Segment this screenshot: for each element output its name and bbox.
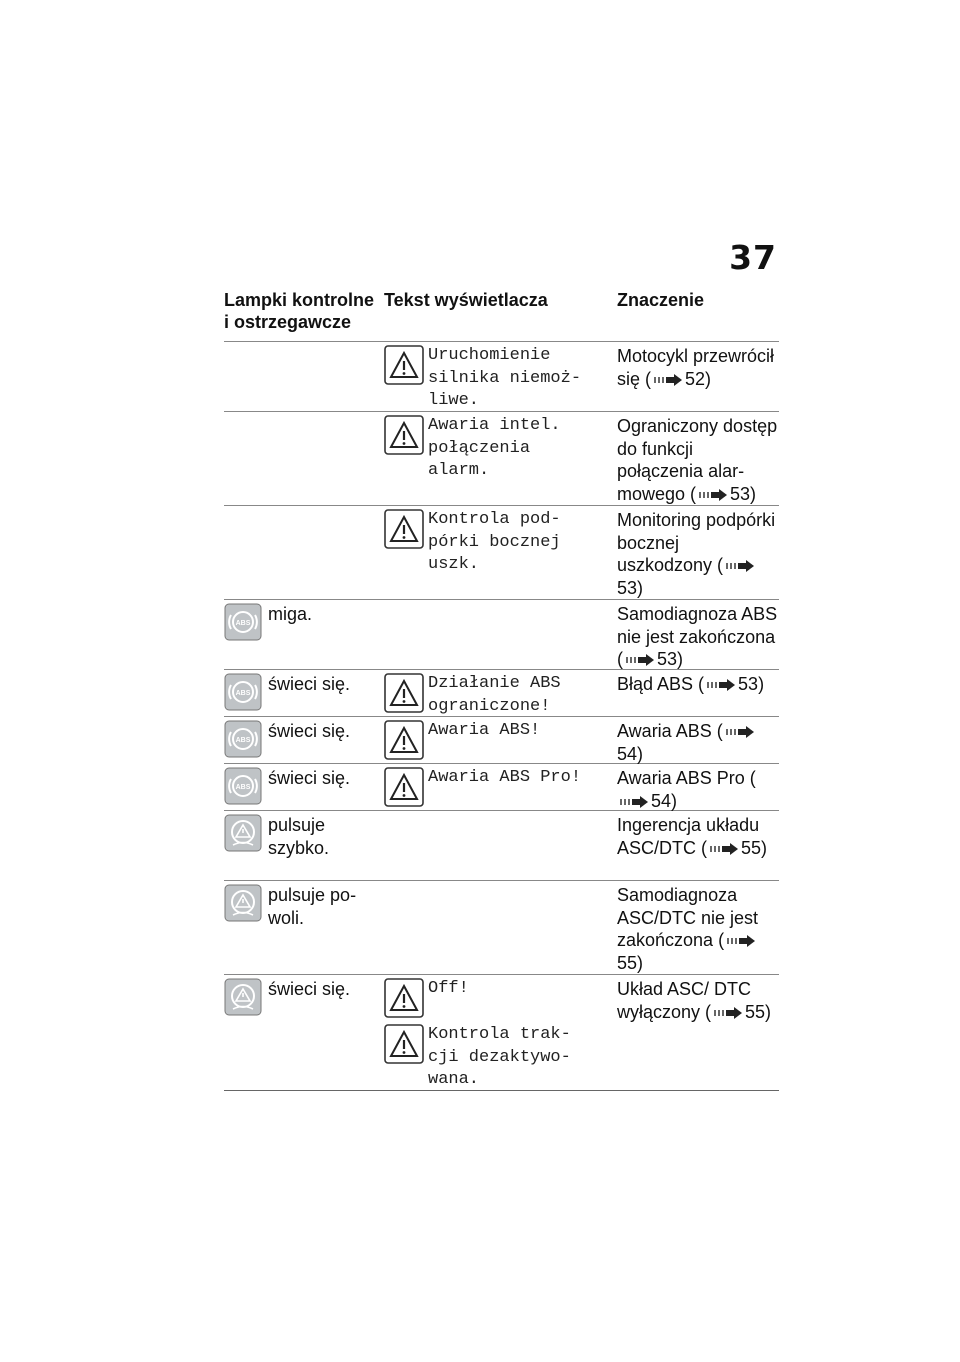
display-text-cell <box>384 884 617 974</box>
page-reference-link[interactable]: 54) <box>651 790 678 811</box>
page-reference-arrow-icon <box>723 721 757 741</box>
general-warning-icon <box>384 509 424 549</box>
display-text-cell <box>384 345 617 411</box>
page-reference-arrow-icon <box>617 791 651 811</box>
header-indicator-lamps: Lampki kontrolne i ostrzegawcze <box>224 290 375 332</box>
page-reference-arrow-icon <box>723 555 757 575</box>
abs-warning-icon <box>224 603 262 641</box>
general-warning-icon <box>384 673 424 713</box>
abs-warning-icon <box>224 767 262 805</box>
display-text-cell <box>384 814 617 880</box>
display-message: Kontrola pod- pórki bocznej uszk. <box>428 510 561 575</box>
lamp-state-text: pulsuje powoli. <box>268 885 357 928</box>
page-reference-link[interactable]: 53) <box>738 674 765 694</box>
meaning-text: Samodiagnoza ASC/DTC nie jest zakończona ( <box>617 885 759 951</box>
general-warning-icon <box>384 767 424 807</box>
lamp-cell <box>224 603 384 669</box>
meaning-text: Awaria ABS Pro ( <box>617 768 756 788</box>
meaning-text: Błąd ABS ( <box>617 674 705 694</box>
page-reference-link[interactable]: 54) <box>617 743 644 764</box>
table-row <box>224 974 779 1021</box>
general-warning-icon <box>384 345 424 385</box>
meaning-cell <box>617 814 779 880</box>
lamp-cell <box>224 1024 384 1090</box>
page-reference-arrow-icon <box>651 369 685 389</box>
general-warning-icon <box>384 1024 424 1064</box>
lamp-state-text: świeci się. <box>268 674 351 694</box>
meaning-text: Układ ASC/ DTC wyłączony ( <box>617 979 752 1022</box>
meaning-text: Ograniczony dostęp do funkcji połączenia alarmowego ( <box>617 416 778 504</box>
page-reference-arrow-icon <box>711 1002 745 1022</box>
table-row <box>224 669 779 716</box>
display-message: Kontrola trak- cji dezaktywo- wana. <box>428 1025 571 1090</box>
meaning-cell <box>617 673 779 716</box>
indicator-table <box>224 289 779 1091</box>
meaning-text: Awaria ABS ( <box>617 721 723 741</box>
display-message: Off! <box>428 979 469 998</box>
header-meaning: Znaczenie <box>617 290 705 310</box>
svg-text:ABS: ABS <box>235 737 251 744</box>
page-reference-arrow-icon <box>704 674 738 694</box>
table-row <box>224 341 779 411</box>
meaning-cell <box>617 415 779 505</box>
display-text-cell <box>384 673 617 716</box>
page-reference-link[interactable]: 53) <box>730 483 757 504</box>
table-row <box>224 880 779 974</box>
meaning-cell <box>617 603 779 669</box>
table-row <box>224 411 779 505</box>
lamp-state-text: świeci się. <box>268 979 351 999</box>
general-warning-icon <box>384 978 424 1018</box>
table-row <box>224 599 779 669</box>
table-row <box>224 763 779 810</box>
display-message: Uruchomienie silnika niemoż- liwe. <box>428 346 582 411</box>
lamp-state-text: pulsuje szybko. <box>268 815 330 858</box>
display-text-cell <box>384 767 617 810</box>
table-row <box>224 1021 779 1091</box>
lamp-cell <box>224 673 384 716</box>
display-message: Awaria intel. połączenia alarm. <box>428 416 561 481</box>
table-body <box>224 341 779 1091</box>
meaning-cell <box>617 884 779 974</box>
lamp-state-text: świeci się. <box>268 768 351 788</box>
page-reference-link[interactable]: 53) <box>617 577 644 598</box>
abs-warning-icon <box>224 673 262 711</box>
meaning-text: Ingerencja układu ASC/DTC ( <box>617 815 760 858</box>
display-text-cell <box>384 603 617 669</box>
meaning-cell <box>617 767 779 810</box>
page-reference-link[interactable]: 53) <box>657 649 684 670</box>
header-display-text: Tekst wyświetlacza <box>384 290 548 310</box>
page-reference-arrow-icon <box>707 838 741 858</box>
svg-text:ABS: ABS <box>235 620 251 627</box>
page-reference-arrow-icon <box>623 649 657 669</box>
display-text-cell <box>384 1024 617 1090</box>
meaning-cell <box>617 720 779 763</box>
lamp-cell <box>224 978 384 1021</box>
meaning-text: Motocykl przewrócił się ( <box>617 346 775 389</box>
meaning-cell <box>617 345 779 411</box>
lamp-cell <box>224 767 384 810</box>
dtc-warning-icon <box>224 884 262 922</box>
lamp-state-text: miga. <box>268 604 313 624</box>
meaning-cell <box>617 509 779 599</box>
lamp-cell <box>224 509 384 599</box>
lamp-cell <box>224 884 384 974</box>
display-message: Działanie ABS ograniczone! <box>428 674 561 716</box>
abs-warning-icon <box>224 720 262 758</box>
table-row <box>224 505 779 599</box>
table-header <box>224 289 779 341</box>
meaning-text: Samodiagnoza ABS nie jest zakończona ( <box>617 604 778 670</box>
display-text-cell <box>384 415 617 505</box>
page-reference-link[interactable]: 55) <box>741 837 768 858</box>
page-reference-arrow-icon <box>696 484 730 504</box>
meaning-cell <box>617 978 779 1021</box>
display-message: Awaria ABS Pro! <box>428 768 582 787</box>
display-message: Awaria ABS! <box>428 721 541 740</box>
page-reference-link[interactable]: 52) <box>685 368 712 389</box>
meaning-cell <box>617 1024 779 1090</box>
lamp-cell <box>224 814 384 880</box>
display-text-cell <box>384 509 617 599</box>
lamp-cell <box>224 345 384 411</box>
table-row <box>224 716 779 763</box>
table-row <box>224 810 779 880</box>
lamp-state-text: świeci się. <box>268 721 351 741</box>
lamp-cell <box>224 415 384 505</box>
dtc-warning-icon <box>224 814 262 852</box>
page-reference-arrow-icon <box>724 930 758 950</box>
general-warning-icon <box>384 415 424 455</box>
dtc-warning-icon <box>224 978 262 1016</box>
page-reference-link[interactable]: 55) <box>745 1001 772 1022</box>
lamp-cell <box>224 720 384 763</box>
general-warning-icon <box>384 720 424 760</box>
meaning-text: Monitoring podpórki bocznej uszkodzony ( <box>617 510 776 576</box>
svg-text:ABS: ABS <box>235 784 251 791</box>
page-number: 37 <box>729 238 777 277</box>
page-reference-link[interactable]: 55) <box>617 952 644 973</box>
svg-text:ABS: ABS <box>235 690 251 697</box>
display-text-cell <box>384 978 617 1021</box>
display-text-cell <box>384 720 617 763</box>
